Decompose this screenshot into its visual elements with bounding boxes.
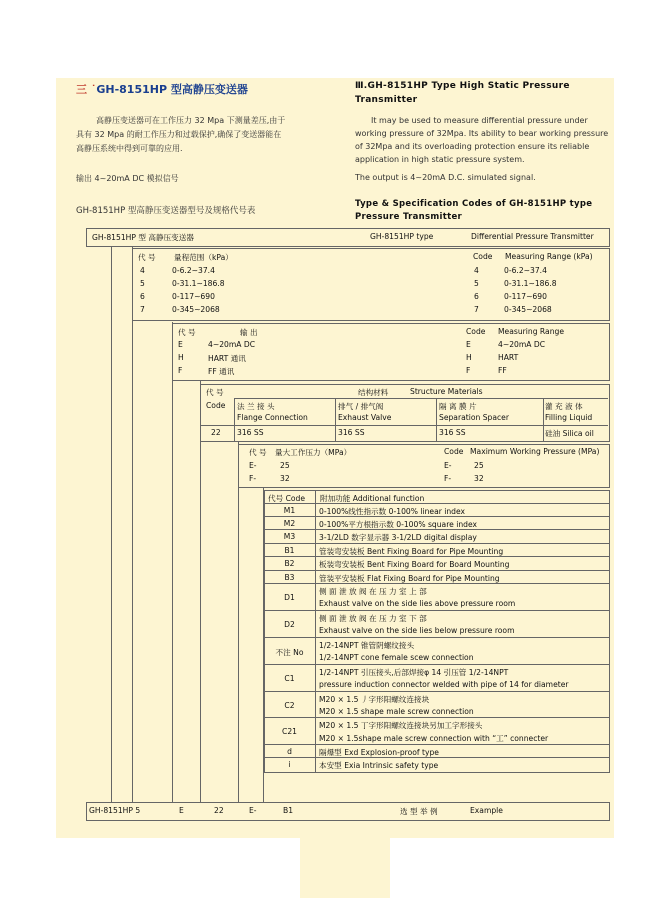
pressure-row-code-en: E- — [444, 461, 452, 470]
additional-row-divider — [264, 516, 609, 517]
additional-row-label-en: M20 × 1.5 shape male screw connection — [319, 707, 474, 716]
structure-col4-cn: 灌 充 液 体 — [545, 402, 583, 411]
additional-row-divider — [264, 543, 609, 544]
additional-row-label-en: Exhaust valve on the side lies above pressure room — [319, 599, 516, 608]
additional-row-label-en: Exhaust valve on the side lies below pressure room — [319, 626, 515, 635]
left-title-text: GH-8151HP 型高静压变送器 — [96, 83, 248, 96]
structure-row-divider — [200, 425, 608, 426]
additional-row-code: d — [287, 747, 292, 756]
additional-row-code: M2 — [283, 519, 296, 528]
output-row-code-en: E — [466, 340, 471, 349]
structure-col4-en: Filling Liquid — [545, 413, 593, 422]
pressure-row-value: 25 — [280, 461, 290, 470]
range-row-value: 0-345~2068 — [172, 305, 220, 314]
structure-col2-cn: 排气 / 排气阀 — [338, 402, 384, 411]
output-row-code-en: H — [466, 353, 472, 362]
right-para-line-2: working pressure of 32Mpa. Its ability to bear working pressure — [355, 129, 609, 138]
connector-structure — [200, 380, 201, 802]
left-para-line-2: 具有 32 Mpa 的耐工作压力和过载保护,确保了变送器能在 — [76, 130, 282, 139]
structure-header-divider — [234, 398, 608, 399]
range-row-code: 7 — [140, 305, 145, 314]
structure-row-spacer: 316 SS — [439, 428, 466, 437]
range-row-value-en: 0-6.2~37.4 — [504, 266, 547, 275]
additional-row-label: 本安型 Exia Intrinsic safety type — [319, 761, 439, 770]
range-row-value: 0-117~690 — [172, 292, 215, 301]
output-row-en: FF — [498, 366, 507, 375]
output-row-code: H — [178, 353, 184, 362]
range-row-code: 4 — [140, 266, 145, 275]
range-row-code-en: 7 — [474, 305, 479, 314]
additional-col-divider — [315, 490, 316, 772]
range-row-code: 5 — [140, 279, 145, 288]
additional-row-label: 管装平安装板 Flat Fixing Board for Pipe Mounting — [319, 574, 500, 583]
example-model: GH-8151HP 5 — [89, 806, 141, 815]
output-row-code-en: F — [466, 366, 471, 375]
structure-row-code: 22 — [211, 428, 221, 437]
left-output-text: 输出 4~20mA DC 模拟信号 — [76, 174, 179, 183]
additional-row-label: 0-100%平方根指示数 0-100% square index — [319, 520, 478, 529]
additional-row-label-en: M20 × 1.5shape male screw connection with “工” connecter — [319, 734, 549, 743]
structure-row-exhaust: 316 SS — [338, 428, 365, 437]
range-row-code-en: 5 — [474, 279, 479, 288]
additional-row-label: M20 × 1.5 丁字形阳螺纹连接块另加工字形接头 — [319, 721, 483, 730]
pressure-code-en: Code — [444, 447, 464, 456]
output-row-code: F — [178, 366, 183, 375]
right-output-text: The output is 4~20mA D.C. simulated signal. — [355, 173, 536, 182]
additional-row-label: 3-1/2LD 数字显示器 3-1/2LD digital display — [319, 533, 477, 542]
structure-title-en: Structure Materials — [410, 387, 483, 396]
structure-col-divider — [436, 398, 437, 441]
range-row-value-en: 0-117~690 — [504, 292, 547, 301]
example-label-cn: 选 型 举 例 — [400, 807, 438, 816]
range-label-cn: 量程范围（kPa） — [174, 253, 233, 262]
additional-row-divider — [264, 717, 609, 718]
additional-row-label: 侧 面 泄 放 阀 在 压 力 室 下 部 — [319, 614, 427, 623]
range-row-code-en: 6 — [474, 292, 479, 301]
additional-row-code: C2 — [284, 701, 295, 710]
right-para-line-3: of 32Mpa and its overloading protection ensure its reliable — [355, 142, 590, 151]
structure-col1-en: Flange Connection — [237, 413, 308, 422]
output-code-cn: 代 号 — [178, 328, 196, 337]
pressure-row-code-en: F- — [444, 474, 452, 483]
pressure-row-code: F- — [249, 474, 257, 483]
page-background-tab — [300, 838, 390, 898]
range-row-value-en: 0-31.1~186.8 — [504, 279, 557, 288]
structure-col-divider — [335, 398, 336, 441]
pressure-label-en: Maximum Working Pressure (MPa) — [470, 447, 600, 456]
model-header-desc: Differential Pressure Transmitter — [471, 232, 594, 241]
additional-row-divider — [264, 556, 609, 557]
range-row-code-en: 4 — [474, 266, 479, 275]
additional-row-label: 板装弯安装板 Bent Fixing Board for Board Mounting — [319, 560, 510, 569]
additional-row-code: B3 — [284, 573, 295, 582]
additional-row-code: D1 — [284, 593, 295, 602]
additional-row-label-en: 1/2-14NPT cone female scew connection — [319, 653, 474, 662]
structure-code-cn: 代 号 — [206, 388, 224, 397]
left-spec-title: GH-8151HP 型高静压变送器型号及规格代号表 — [76, 206, 256, 216]
additional-row-divider — [264, 691, 609, 692]
additional-row-divider — [264, 744, 609, 745]
structure-title-cn: 结构材料 — [358, 388, 389, 397]
additional-row-code: C21 — [282, 727, 297, 736]
additional-row-label: 0-100%线性指示数 0-100% linear index — [319, 507, 466, 516]
example-pressure-code: E- — [249, 806, 257, 815]
range-row-value-en: 0-345~2068 — [504, 305, 552, 314]
example-function-code: B1 — [283, 806, 294, 815]
output-row-cn: HART 通讯 — [208, 354, 246, 363]
additional-row-divider — [264, 570, 609, 571]
model-header-cn: GH-8151HP 型 高静压变送器 — [92, 233, 194, 242]
additional-row-divider — [264, 610, 609, 611]
pressure-code-cn: 代 号 — [249, 448, 267, 457]
output-label-cn: 输 出 — [240, 328, 258, 337]
additional-row-code: M1 — [283, 506, 296, 515]
structure-code-en: Code — [206, 401, 226, 410]
range-code-en: Code — [473, 252, 493, 261]
pressure-row-value-en: 32 — [474, 474, 484, 483]
pressure-label-cn: 量大工作压力（MPa） — [275, 448, 352, 457]
output-row-code: E — [178, 340, 183, 349]
output-row-en: 4~20mA DC — [498, 340, 546, 349]
range-code-cn: 代 号 — [138, 253, 156, 262]
structure-col-divider — [543, 398, 544, 441]
range-row-value: 0-31.1~186.8 — [172, 279, 225, 288]
connector-range — [132, 246, 133, 802]
additional-row-divider — [264, 503, 609, 504]
additional-row-code: C1 — [284, 674, 295, 683]
pressure-row-value-en: 25 — [474, 461, 484, 470]
additional-row-divider — [264, 637, 609, 638]
right-spec-title-2: Pressure Transmitter — [355, 212, 463, 222]
additional-row-label: 1/2-14NPT 引压接头,后部焊接φ 14 引压管 1/2-14NPT — [319, 668, 509, 677]
structure-row-liquid: 硅油 Silica oil — [545, 429, 594, 438]
right-title-line-1: Ⅲ.GH-8151HP Type High Static Pressure — [355, 81, 570, 91]
range-row-value: 0-6.2~37.4 — [172, 266, 215, 275]
additional-row-divider — [264, 583, 609, 584]
structure-col3-en: Separation Spacer — [439, 413, 509, 422]
range-row-code: 6 — [140, 292, 145, 301]
left-section-title — [76, 81, 248, 97]
additional-row-code: 不注 No — [275, 648, 304, 657]
left-para-line-1: 高静压变送器可在工作压力 32 Mpa 下测量差压,由于 — [96, 116, 286, 125]
connector-output — [172, 322, 173, 802]
range-label-en: Measuring Range (kPa) — [505, 252, 593, 261]
pressure-row-value: 32 — [280, 474, 290, 483]
left-para-line-3: 高静压系统中得到可靠的应用. — [76, 144, 183, 153]
output-row-en: HART — [498, 353, 519, 362]
additional-row-code: D2 — [284, 620, 295, 629]
structure-col3-cn: 隔 离 膜 片 — [439, 402, 477, 411]
connector-pressure — [238, 441, 239, 802]
connector-model — [111, 246, 112, 802]
additional-row-divider — [264, 529, 609, 530]
output-row-cn: FF 通讯 — [208, 367, 235, 376]
pressure-row-code: E- — [249, 461, 257, 470]
additional-row-code: M3 — [283, 532, 296, 541]
additional-row-label: 管装弯安装板 Bent Fixing Board for Pipe Mounting — [319, 547, 504, 556]
additional-row-label: 隔爆型 Exd Explosion-proof type — [319, 748, 439, 757]
additional-row-code: B1 — [284, 546, 295, 555]
structure-col1-cn: 法 兰 接 头 — [237, 402, 275, 411]
additional-row-divider — [264, 664, 609, 665]
additional-row-label: 侧 面 泄 放 阀 在 压 力 室 上 部 — [319, 587, 427, 596]
structure-col-divider — [234, 398, 235, 441]
additional-row-divider — [264, 757, 609, 758]
right-para-line-4: application in high static pressure system. — [355, 155, 525, 164]
right-para-line-1: It may be used to measure differential pressure under — [371, 116, 588, 125]
example-label-en: Example — [470, 806, 503, 815]
structure-row-flange: 316 SS — [237, 428, 264, 437]
example-output-code: E — [179, 806, 184, 815]
structure-col2-en: Exhaust Valve — [338, 413, 392, 422]
additional-label-header: 附加功能 Additional function — [320, 494, 425, 503]
output-row-cn: 4~20mA DC — [208, 340, 256, 349]
additional-code-header: 代号 Code — [268, 494, 306, 503]
right-spec-title-1: Type & Specification Codes of GH-8151HP type — [355, 199, 593, 209]
additional-row-code: i — [288, 760, 291, 769]
additional-row-label: M20 × 1.5 丿字形阳螺纹连接块 — [319, 695, 430, 704]
right-title-line-2: Transmitter — [355, 95, 418, 105]
output-label-en: Measuring Range — [498, 327, 564, 336]
additional-row-code: B2 — [284, 559, 295, 568]
additional-row-label-en: pressure induction connector welded with pipe of 14 for diameter — [319, 680, 569, 689]
example-structure-code: 22 — [214, 806, 224, 815]
section-number: 三 ˙ — [76, 83, 97, 96]
example-row — [86, 802, 610, 821]
additional-row-label: 1/2-14NPT 锥管阴螺纹接头 — [319, 641, 415, 650]
model-header-en: GH-8151HP type — [370, 232, 434, 241]
output-code-en: Code — [466, 327, 486, 336]
